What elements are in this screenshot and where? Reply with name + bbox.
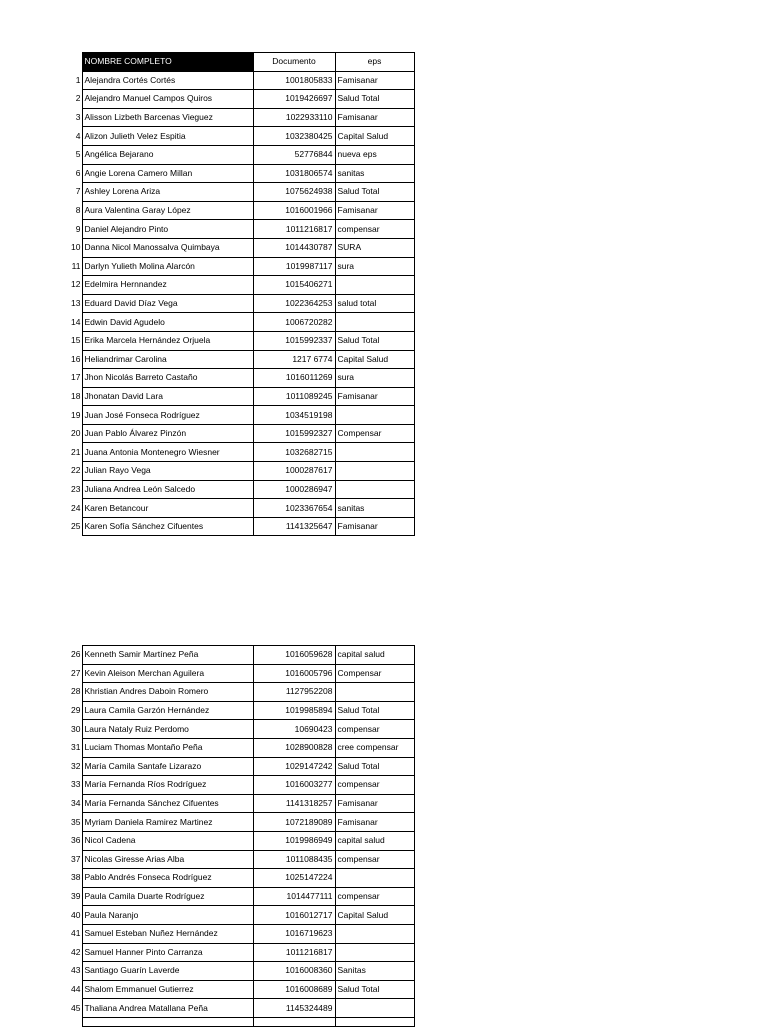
document-cell: 1031806574 <box>253 164 335 183</box>
full-name-cell: Khristian Andres Daboin Romero <box>82 683 253 702</box>
row-number: 39 <box>71 891 81 902</box>
table-row <box>68 257 414 276</box>
full-name-cell: Edelmira Hernnandez <box>82 276 253 295</box>
full-name-cell: Juan Pablo Álvarez Pinzón <box>82 424 253 443</box>
table-row <box>68 406 414 425</box>
student-table-part-1 <box>68 52 415 536</box>
eps-cell <box>335 869 414 888</box>
eps-cell: Famisanar <box>335 71 414 90</box>
table-row <box>68 108 414 127</box>
row-number: 33 <box>71 779 81 790</box>
document-cell: 1016008689 <box>253 980 335 999</box>
eps-cell: compensar <box>335 776 414 795</box>
table-row <box>68 313 414 332</box>
row-number: 30 <box>71 723 81 734</box>
document-cell: 1016001966 <box>253 201 335 220</box>
table-row <box>68 1017 414 1026</box>
row-number: 20 <box>71 428 81 439</box>
table-row <box>68 369 414 388</box>
table-row <box>68 980 414 999</box>
table-row <box>68 962 414 981</box>
full-name-cell: Laura Camila Garzón Hernández <box>82 701 253 720</box>
table-row <box>68 924 414 943</box>
document-cell: 1000287617 <box>253 462 335 481</box>
eps-cell: Famisanar <box>335 813 414 832</box>
document-cell: 1072189089 <box>253 813 335 832</box>
document-cell: 10690423 <box>253 720 335 739</box>
row-number: 5 <box>75 149 81 160</box>
full-name-cell: Angélica Bejarano <box>82 145 253 164</box>
row-number: 40 <box>71 909 81 920</box>
eps-cell: compensar <box>335 887 414 906</box>
full-name-cell: Myriam Daniela Ramirez Martinez <box>82 813 253 832</box>
eps-cell: Salud Total <box>335 980 414 999</box>
full-name-cell: Kevin Aleison Merchan Aguilera <box>82 664 253 683</box>
eps-cell: Compensar <box>335 424 414 443</box>
full-name-cell: Juliana Andrea León Salcedo <box>82 480 253 499</box>
table-row <box>68 499 414 518</box>
full-name-cell: María Fernanda Sánchez Cifuentes <box>82 794 253 813</box>
row-number: 25 <box>71 521 81 532</box>
table-row <box>68 331 414 350</box>
row-number: 29 <box>71 705 81 716</box>
full-name-cell: Laura Nataly Ruiz Perdomo <box>82 720 253 739</box>
full-name-cell: Julian Rayo Vega <box>82 462 253 481</box>
table-row <box>68 462 414 481</box>
full-name-cell: Shalom Emmanuel Gutierrez <box>82 980 253 999</box>
full-name-cell: Daniel Alejandro Pinto <box>82 220 253 239</box>
full-name-cell: María Camila Santafe Lizarazo <box>82 757 253 776</box>
eps-cell <box>335 462 414 481</box>
document-cell: 1016012717 <box>253 906 335 925</box>
row-number: 2 <box>75 93 81 104</box>
eps-cell: Famisanar <box>335 201 414 220</box>
row-number: 34 <box>71 798 81 809</box>
full-name-cell: Alejandra Cortés Cortés <box>82 71 253 90</box>
table-row <box>68 813 414 832</box>
full-name-cell: Nicolas Giresse Arias Alba <box>82 850 253 869</box>
table-row <box>68 720 414 739</box>
eps-cell: sura <box>335 369 414 388</box>
table-row <box>68 831 414 850</box>
full-name-cell <box>82 1017 253 1026</box>
eps-cell <box>335 406 414 425</box>
table-row <box>68 387 414 406</box>
full-name-cell: Nicol Cadena <box>82 831 253 850</box>
row-number: 37 <box>71 853 81 864</box>
document-cell: 1034519198 <box>253 406 335 425</box>
row-number: 6 <box>75 167 81 178</box>
table-row <box>68 776 414 795</box>
full-name-cell: Alejandro Manuel Campos Quiros <box>82 90 253 109</box>
full-name-cell: Ashley Lorena Ariza <box>82 183 253 202</box>
row-number: 31 <box>71 742 81 753</box>
document-cell: 1022933110 <box>253 108 335 127</box>
document-cell: 1019986949 <box>253 831 335 850</box>
table-row <box>68 701 414 720</box>
row-number: 17 <box>71 372 81 383</box>
full-name-cell: Angie Lorena Camero Millan <box>82 164 253 183</box>
row-number <box>68 1017 82 1026</box>
document-cell: 1015992327 <box>253 424 335 443</box>
row-number: 41 <box>71 928 81 939</box>
table-row <box>68 220 414 239</box>
table-row <box>68 646 414 665</box>
eps-cell: Salud Total <box>335 183 414 202</box>
document-cell: 1019987117 <box>253 257 335 276</box>
eps-cell: compensar <box>335 720 414 739</box>
table-row <box>68 683 414 702</box>
full-name-cell: Aura Valentina Garay López <box>82 201 253 220</box>
row-number: 3 <box>75 112 81 123</box>
eps-cell <box>335 480 414 499</box>
row-number: 15 <box>71 335 81 346</box>
table-row <box>68 887 414 906</box>
document-cell: 1011216817 <box>253 220 335 239</box>
row-number: 19 <box>71 409 81 420</box>
document-cell: 1019426697 <box>253 90 335 109</box>
full-name-cell: Darlyn Yulieth Molina Alarcón <box>82 257 253 276</box>
full-name-cell: Juan José Fonseca Rodríguez <box>82 406 253 425</box>
document-cell: 1016011269 <box>253 369 335 388</box>
document-cell: 1145324489 <box>253 999 335 1018</box>
full-name-cell: Alisson Lizbeth Barcenas Vieguez <box>82 108 253 127</box>
row-number: 10 <box>71 242 81 253</box>
full-name-cell: Santiago Guarín Laverde <box>82 962 253 981</box>
full-name-cell: Kenneth Samir Martínez Peña <box>82 646 253 665</box>
table-row <box>68 294 414 313</box>
table-row <box>68 794 414 813</box>
eps-cell: capital salud <box>335 831 414 850</box>
full-name-cell: Paula Naranjo <box>82 906 253 925</box>
eps-cell: Capital Salud <box>335 906 414 925</box>
row-number: 4 <box>75 130 81 141</box>
row-number: 11 <box>71 260 81 271</box>
table-row <box>68 164 414 183</box>
row-number: 22 <box>71 465 81 476</box>
eps-cell <box>335 443 414 462</box>
row-number: 23 <box>71 483 81 494</box>
table-row <box>68 480 414 499</box>
table-row <box>68 664 414 683</box>
row-number: 28 <box>71 686 81 697</box>
full-name-cell: Alizon Julieth Velez Espitia <box>82 127 253 146</box>
document-cell: 1015992337 <box>253 331 335 350</box>
document-cell: 1032682715 <box>253 443 335 462</box>
eps-cell <box>335 943 414 962</box>
document-cell: 1022364253 <box>253 294 335 313</box>
row-number: 9 <box>75 223 81 234</box>
full-name-cell: Juana Antonia Montenegro Wiesner <box>82 443 253 462</box>
row-number: 26 <box>71 649 81 660</box>
eps-cell <box>335 276 414 295</box>
row-number: 35 <box>71 816 81 827</box>
eps-cell: Salud Total <box>335 757 414 776</box>
eps-cell: Famisanar <box>335 108 414 127</box>
row-number: 14 <box>71 316 81 327</box>
header-document: Documento <box>253 53 335 72</box>
eps-cell <box>335 1017 414 1026</box>
document-cell: 1016719623 <box>253 924 335 943</box>
eps-cell: Famisanar <box>335 517 414 536</box>
row-number: 45 <box>71 1002 81 1013</box>
document-cell: 1029147242 <box>253 757 335 776</box>
full-name-cell: Thaliana Andrea Matallana Peña <box>82 999 253 1018</box>
document-cell: 1016008360 <box>253 962 335 981</box>
document-cell: 1015406271 <box>253 276 335 295</box>
row-number: 44 <box>71 983 81 994</box>
document-cell: 1028900828 <box>253 738 335 757</box>
full-name-cell: Karen Betancour <box>82 499 253 518</box>
table-row <box>68 238 414 257</box>
table-row <box>68 757 414 776</box>
document-cell: 1000286947 <box>253 480 335 499</box>
document-cell: 1217 6774 <box>253 350 335 369</box>
eps-cell: compensar <box>335 850 414 869</box>
row-number: 43 <box>71 965 81 976</box>
row-number: 18 <box>71 390 81 401</box>
eps-cell <box>335 313 414 332</box>
full-name-cell: Samuel Hanner Pinto Carranza <box>82 943 253 962</box>
eps-cell: sanitas <box>335 164 414 183</box>
eps-cell: compensar <box>335 220 414 239</box>
document-cell: 1016005796 <box>253 664 335 683</box>
student-table-part-2 <box>68 645 415 1027</box>
table-header-row <box>68 53 414 72</box>
row-number: 27 <box>71 667 81 678</box>
table-row <box>68 350 414 369</box>
eps-cell: sanitas <box>335 499 414 518</box>
eps-cell: Salud Total <box>335 331 414 350</box>
table-row <box>68 201 414 220</box>
document-cell: 52776844 <box>253 145 335 164</box>
document-cell: 1075624938 <box>253 183 335 202</box>
eps-cell: Salud Total <box>335 701 414 720</box>
full-name-cell: Erika Marcela Hernández Orjuela <box>82 331 253 350</box>
document-cell: 1001805833 <box>253 71 335 90</box>
eps-cell: nueva eps <box>335 145 414 164</box>
full-name-cell: Jhonatan David Lara <box>82 387 253 406</box>
row-number: 13 <box>71 298 81 309</box>
document-cell <box>253 1017 335 1026</box>
table-row <box>68 71 414 90</box>
row-number: 36 <box>71 835 81 846</box>
table-row <box>68 90 414 109</box>
full-name-cell: Edwin David Agudelo <box>82 313 253 332</box>
eps-cell: Capital Salud <box>335 127 414 146</box>
table-row <box>68 443 414 462</box>
document-cell: 1019985894 <box>253 701 335 720</box>
row-number: 21 <box>71 446 81 457</box>
full-name-cell: Paula Camila Duarte Rodríguez <box>82 887 253 906</box>
document-cell: 1014430787 <box>253 238 335 257</box>
eps-cell: capital salud <box>335 646 414 665</box>
full-name-cell: Samuel Esteban Nuñez Hernández <box>82 924 253 943</box>
full-name-cell: Luciam Thomas Montaño Peña <box>82 738 253 757</box>
document-cell: 1006720282 <box>253 313 335 332</box>
eps-cell: sura <box>335 257 414 276</box>
eps-cell: Compensar <box>335 664 414 683</box>
full-name-cell: Karen Sofía Sánchez Cifuentes <box>82 517 253 536</box>
table-row <box>68 999 414 1018</box>
row-number: 32 <box>71 760 81 771</box>
table-row <box>68 127 414 146</box>
document-cell: 1011088435 <box>253 850 335 869</box>
eps-cell: cree compensar <box>335 738 414 757</box>
table-row <box>68 424 414 443</box>
eps-cell <box>335 683 414 702</box>
eps-cell: salud total <box>335 294 414 313</box>
full-name-cell: Danna Nicol Manossalva Quimbaya <box>82 238 253 257</box>
header-name: NOMBRE COMPLETO <box>82 53 253 72</box>
eps-cell: Famisanar <box>335 794 414 813</box>
eps-cell: Sanitas <box>335 962 414 981</box>
document-cell: 1127952208 <box>253 683 335 702</box>
row-number: 16 <box>71 353 81 364</box>
document-cell: 1025147224 <box>253 869 335 888</box>
table-row <box>68 943 414 962</box>
eps-cell: SURA <box>335 238 414 257</box>
eps-cell: Salud Total <box>335 90 414 109</box>
full-name-cell: Heliandrimar Carolina <box>82 350 253 369</box>
eps-cell <box>335 999 414 1018</box>
row-number: 24 <box>71 502 81 513</box>
table-row <box>68 276 414 295</box>
table-row <box>68 183 414 202</box>
row-number: 1 <box>75 74 81 85</box>
row-number: 38 <box>71 872 81 883</box>
document-cell: 1023367654 <box>253 499 335 518</box>
eps-cell <box>335 924 414 943</box>
full-name-cell: María Fernanda Ríos Rodríguez <box>82 776 253 795</box>
table-row <box>68 850 414 869</box>
document-cell: 1014477111 <box>253 887 335 906</box>
row-number: 8 <box>75 205 81 216</box>
table-row <box>68 517 414 536</box>
row-number: 12 <box>71 279 81 290</box>
document-cell: 1011089245 <box>253 387 335 406</box>
table-row <box>68 906 414 925</box>
document-cell: 1016003277 <box>253 776 335 795</box>
table-row <box>68 145 414 164</box>
row-number: 42 <box>71 946 81 957</box>
row-number: 7 <box>75 186 81 197</box>
document-cell: 1016059628 <box>253 646 335 665</box>
document-cell: 1141325647 <box>253 517 335 536</box>
document-cell: 1011216817 <box>253 943 335 962</box>
table-row <box>68 738 414 757</box>
eps-cell: Capital Salud <box>335 350 414 369</box>
table-row <box>68 869 414 888</box>
header-eps: eps <box>335 53 414 72</box>
document-cell: 1141318257 <box>253 794 335 813</box>
document-cell: 1032380425 <box>253 127 335 146</box>
header-index-cell <box>68 53 82 72</box>
full-name-cell: Pablo Andrés Fonseca Rodríguez <box>82 869 253 888</box>
full-name-cell: Jhon Nicolás Barreto Castaño <box>82 369 253 388</box>
eps-cell: Famisanar <box>335 387 414 406</box>
full-name-cell: Eduard David Díaz Vega <box>82 294 253 313</box>
